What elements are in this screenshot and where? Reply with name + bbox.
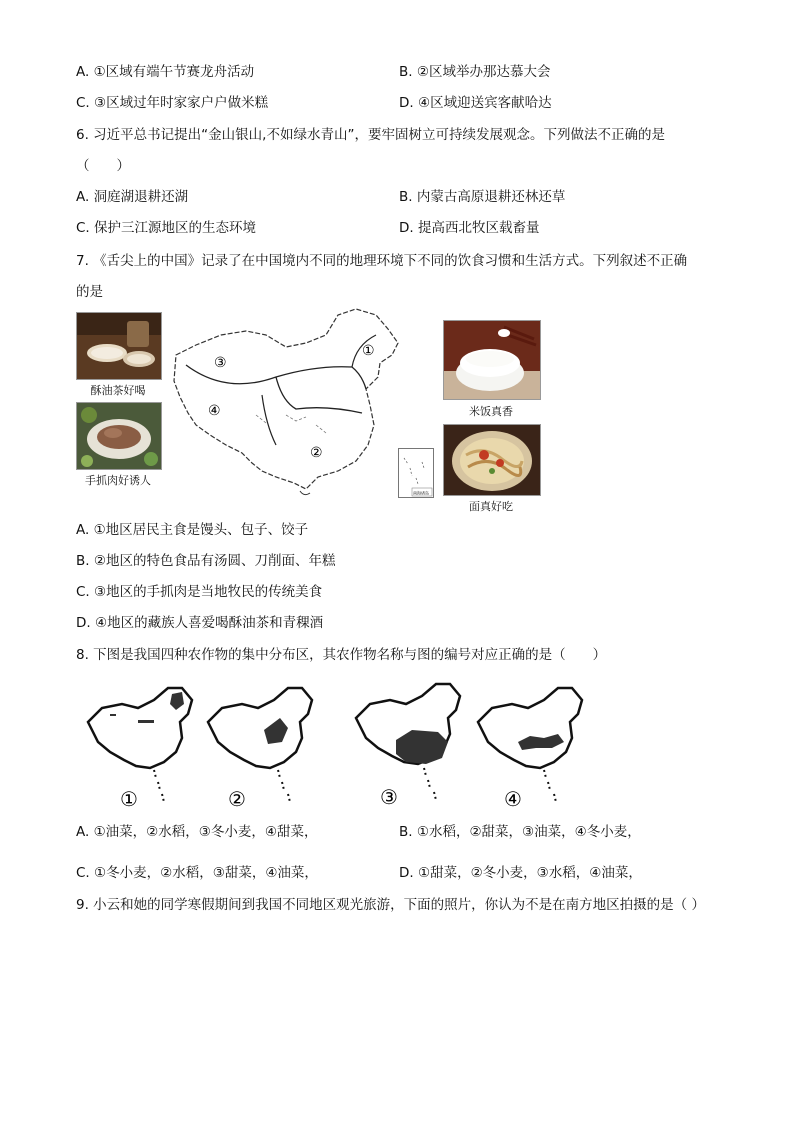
q8-option-d: D. ①甜菜，②冬小麦，③水稻，④油菜， xyxy=(399,865,642,881)
noodle-photo xyxy=(443,424,541,496)
q7-option-c: C. ③地区的手抓肉是当地牧民的传统美食 xyxy=(76,584,323,600)
crop-map-label-4: ④ xyxy=(504,787,522,811)
q6-option-d: D. 提高西北牧区载畜量 xyxy=(399,220,540,236)
q6-option-c: C. 保护三江源地区的生态环境 xyxy=(76,220,257,236)
q7-option-d: D. ④地区的藏族人喜爱喝酥油茶和青稞酒 xyxy=(76,615,324,631)
hand-grabbed-meat-photo xyxy=(76,402,162,470)
q7-stem-line2: 的是 xyxy=(76,284,103,300)
q6-option-b: B. 内蒙古高原退耕还林还草 xyxy=(399,189,566,205)
butter-tea-photo xyxy=(76,312,162,380)
butter-tea-caption: 酥油茶好喝 xyxy=(90,384,146,397)
crop-map-3 xyxy=(356,684,460,809)
crop-map-label-1: ① xyxy=(120,787,138,811)
noodle-caption: 面真好吃 xyxy=(469,500,513,513)
q8-option-a: A. ①油菜，②水稻，③冬小麦，④甜菜， xyxy=(76,824,318,840)
map-label-1: ① xyxy=(362,343,375,359)
q7-option-b: B. ②地区的特色食品有汤圆、刀削面、年糕 xyxy=(76,553,336,569)
q6-stem: 6. 习近平总书记提出“金山银山,不如绿水青山”，要牢固树立可持续发展观念。下列做法不正确的是 xyxy=(76,127,665,143)
map-label-3: ③ xyxy=(214,355,227,371)
q9-stem: 9. 小云和她的同学寒假期间到我国不同地区观光旅游，下面的照片，你认为不是在南方地区拍摄的是（ ） xyxy=(76,897,705,913)
rice-photo xyxy=(443,320,541,400)
q8-option-b: B. ①水稻，②甜菜，③油菜，④冬小麦， xyxy=(399,824,641,840)
q5-option-b: B. ②区域举办那达慕大会 xyxy=(399,64,551,80)
map-label-2: ② xyxy=(310,445,323,461)
south-china-sea-inset xyxy=(398,448,434,498)
crop-map-label-3: ③ xyxy=(380,785,398,809)
q8-option-c: C. ①冬小麦，②水稻，③甜菜，④油菜， xyxy=(76,865,318,881)
crop-map-1 xyxy=(88,688,192,811)
inset-label: 南海诸岛 xyxy=(413,490,429,496)
q7-stem-line1: 7. 《舌尖上的中国》记录了在中国境内不同的地理环境下不同的饮食习惯和生活方式。下列叙述不正确 xyxy=(76,253,688,269)
q5-option-d: D. ④区域迎送宾客献哈达 xyxy=(399,95,552,111)
crop-distribution-maps xyxy=(80,678,600,812)
crop-map-2 xyxy=(208,688,312,811)
q6-answer-paren: （ ） xyxy=(76,158,130,174)
q5-option-c: C. ③区域过年时家家户户做米糕 xyxy=(76,95,269,111)
china-regions-map xyxy=(166,305,436,501)
rice-caption: 米饭真香 xyxy=(469,405,513,418)
q6-option-a: A. 洞庭湖退耕还湖 xyxy=(76,189,189,205)
hand-grabbed-meat-caption: 手抓肉好诱人 xyxy=(85,474,151,487)
crop-map-4 xyxy=(478,688,582,811)
q5-option-a: A. ①区域有端午节赛龙舟活动 xyxy=(76,64,255,80)
q7-option-a: A. ①地区居民主食是馒头、包子、饺子 xyxy=(76,522,309,538)
map-label-4: ④ xyxy=(208,403,221,419)
crop-map-label-2: ② xyxy=(228,787,246,811)
q8-stem: 8. 下图是我国四种农作物的集中分布区，其农作物名称与图的编号对应正确的是（ ） xyxy=(76,647,607,663)
